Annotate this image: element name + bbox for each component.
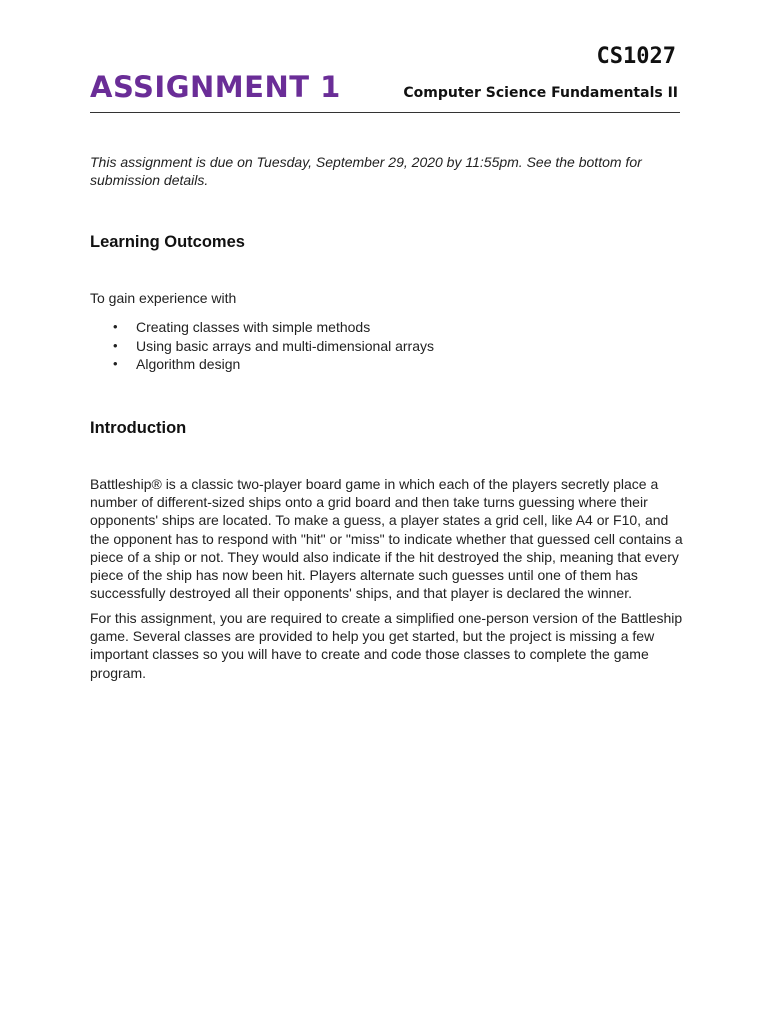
bullet-icon: •	[113, 319, 118, 334]
list-item	[90, 318, 434, 337]
list-item-text: Using basic arrays and multi-dimensional arrays	[136, 337, 435, 354]
list-item-text: Creating classes with simple methods	[136, 319, 371, 335]
list-item	[90, 337, 434, 356]
introduction-paragraph-1: Battleship® is a classic two-player board game in which each of the players secretly place a number of different-sized ships onto a grid board and then take turns guessing where their opponents' ships are located. To make a guess, a player states a grid cell, like A4 or F10, and the opponent has to respond with "hit" or "miss" to indicate whether that guessed cell contains a piece of a ship or not. They would also indicate if the hit destroyed the ship, meaning that every piece of the ship has now been hit. Players alternate such guesses until one of them has successfully destroyed all their opponents' ships, and that player is declared the winner.	[90, 476, 683, 602]
list-item-text: Algorithm design	[136, 356, 241, 372]
due-date-note: This assignment is due on Tuesday, September 29, 2020 by 11:55pm. See the bottom for submission details.	[90, 154, 642, 188]
header-divider	[90, 112, 680, 113]
learning-outcomes-list	[90, 318, 434, 374]
course-name: Computer Science Fundamentals II	[403, 85, 678, 101]
bullet-icon: •	[113, 356, 118, 371]
assignment-title: ASSIGNMENT 1	[90, 70, 341, 104]
list-item	[90, 355, 434, 374]
bullet-icon: •	[113, 337, 118, 353]
learning-outcomes-intro: To gain experience with	[90, 290, 237, 306]
learning-outcomes-heading: Learning Outcomes	[90, 233, 245, 251]
introduction-paragraph-2: For this assignment, you are required to create a simplified one-person version of the Battleship game. Several classes are provided to help you get started, but the project is missing a few important classes so you will have to create and code those classes to complete the game program.	[90, 610, 683, 681]
introduction-heading: Introduction	[90, 419, 187, 437]
course-code: CS1027	[596, 44, 676, 69]
